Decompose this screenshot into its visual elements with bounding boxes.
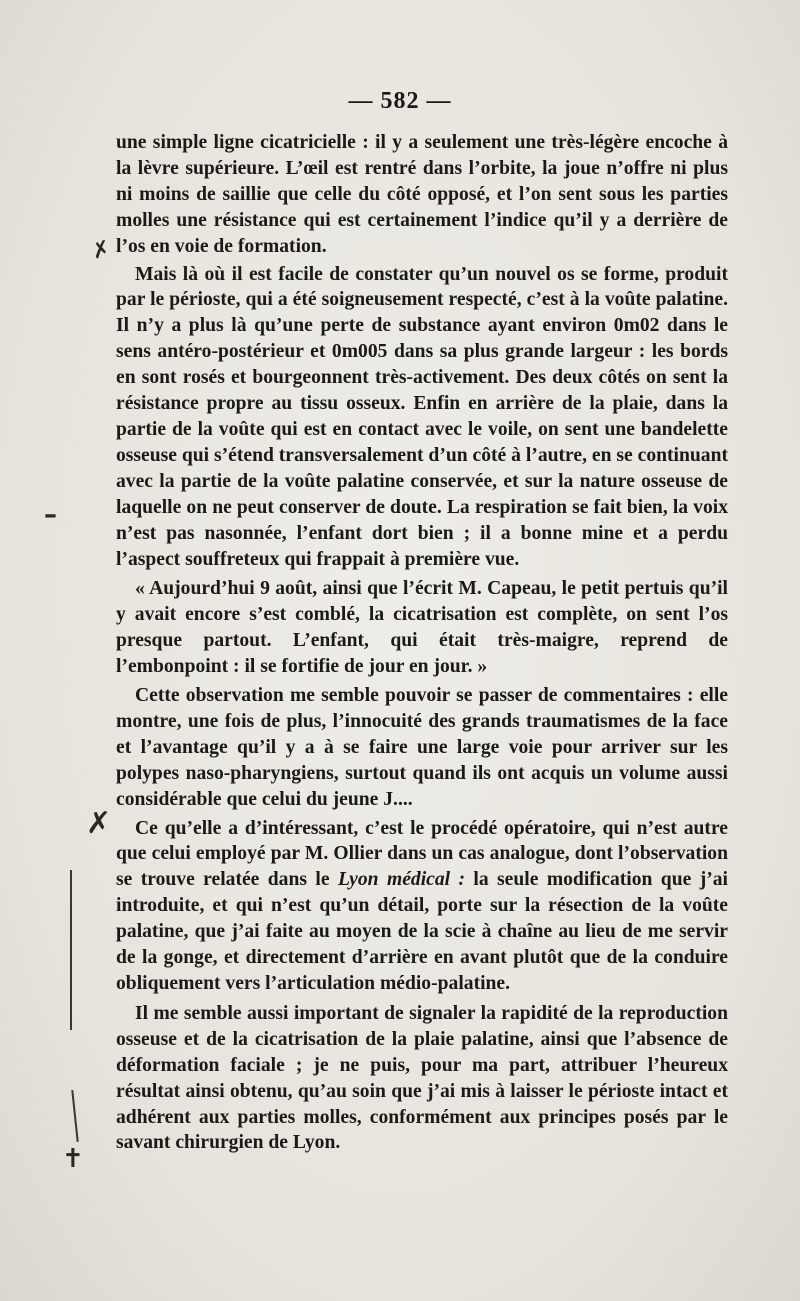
margin-vertical-line <box>70 870 72 1030</box>
margin-cross-mark: ✗ <box>89 236 114 265</box>
paragraph: Mais là où il est facile de constater qu’un nouvel os se forme, produit par le périoste, qui a été soigneusement respecté, c’est à la voûte palatine. Il n’y a plus là qu’une perte de substance ayant environ 0m02 dans le sens antéro-postérieur et 0m005 dans sa plus grande largeur : les bords en sont rosés et bourgeonnent très-activement. Des deux côtés on sent la résistance propre au tissu osseux. Enfin en arrière de la plaie, dans la partie de la voûte qui est en contact avec le voile, on sent une bandelette osseuse qui s’étend transversalement d’un côté à l’autre, en se continuant avec la partie de la voûte palatine conservée, et sur la nature osseuse de laquelle on ne peut conserver de doute. La respiration se fait bien, la voix n’est pas nasonnée, l’enfant dort bien ; il a bonne mine et a perdu l’aspect souffreteux qui frappait à première vue. <box>116 263 728 570</box>
margin-vertical-line <box>71 1090 78 1142</box>
page-number: — 582 — <box>348 88 452 114</box>
paragraph-ollier <box>116 816 728 997</box>
paragraph: « Aujourd’hui 9 août, ainsi que l’écrit M. Capeau, le petit pertuis qu’il y avait encore s’est comblé, la cicatrisation est complète, on sent l’os presque partout. L’enfant, qui était très-maigre, reprend de l’embonpoint : il se fortifie de jour en jour. » <box>116 578 728 678</box>
paragraph: Il me semble aussi important de signaler la rapidité de la reproduction osseuse et de la cicatrisation de la plaie palatine, ainsi que l’absence de déformation faciale ; je ne puis, pour ma part, attribuer l’heureux résultat ainsi obtenu, qu’au soin que j’ai mis à laisser le périoste intact et adhérent aux parties molles, conformément aux principes posés par le savant chirurgien de Lyon. <box>116 1002 728 1154</box>
journal-title: Lyon médical : <box>337 869 466 891</box>
paragraph-text: la seule modification que j’ai introduite, et qui n’est qu’un détail, porte sur la résection de la voûte palatine, que j’ai faite au moyen de la scie à chaîne au lieu de me servir de la gonge, et directement d’arrière en avant plutôt que de la conduire obliquement vers l’articulation médio-palatine. <box>116 869 728 994</box>
body-text <box>116 130 728 1156</box>
paragraph-continuation: une simple ligne cicatricielle : il y a seulement une très-légère encoche à la lèvre supérieure. L’œil est rentré dans l’orbite, la joue n’offre ni plus ni moins de saillie que celle du côté opposé, et l’on sent sous les parties molles une résistance qui est certainement l’indice qu’il y a derrière de l’os en voie de formation. <box>116 132 728 257</box>
margin-cross-mark: ✝ <box>62 1144 84 1174</box>
margin-dash-mark: – <box>44 500 57 530</box>
margin-cross-mark: ✗ <box>86 806 112 841</box>
paragraph: Cette observation me semble pouvoir se passer de commentaires : elle montre, une fois de plus, l’innocuité des grands traumatismes de la face et l’avantage qu’il y a à se faire une large voie pour arriver sur les polypes naso-pharyngiens, surtout quand ils ont acquis un volume aussi considérable que celui du jeune J.... <box>116 685 728 810</box>
paragraph-text: Ce qu’elle a d’intéressant, c’est le procédé opératoire, qui n’est autre que celui employé par M. Ollier dans un cas analogue, dont l’observation se trouve relatée dans le <box>116 817 728 891</box>
